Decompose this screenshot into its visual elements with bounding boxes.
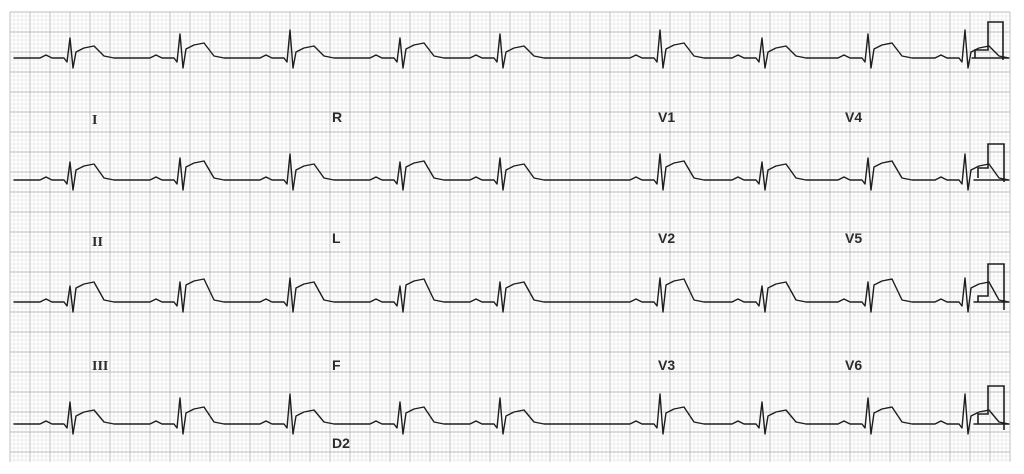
lead-label-v3: V3	[658, 357, 676, 373]
lead-label-v5: V5	[845, 230, 863, 246]
lead-label-ii: II	[92, 235, 103, 250]
lead-label-r: R	[332, 109, 343, 125]
lead-label-f: F	[332, 357, 341, 373]
lead-label-v2: V2	[658, 230, 676, 246]
lead-label-v1: V1	[658, 109, 676, 125]
lead-label-rhythm: D2	[332, 435, 350, 451]
lead-label-v4: V4	[845, 109, 863, 125]
lead-label-l: L	[332, 230, 341, 246]
lead-label-v6: V6	[845, 357, 863, 373]
lead-label-i: I	[92, 113, 98, 128]
lead-label-iii: III	[92, 359, 109, 374]
